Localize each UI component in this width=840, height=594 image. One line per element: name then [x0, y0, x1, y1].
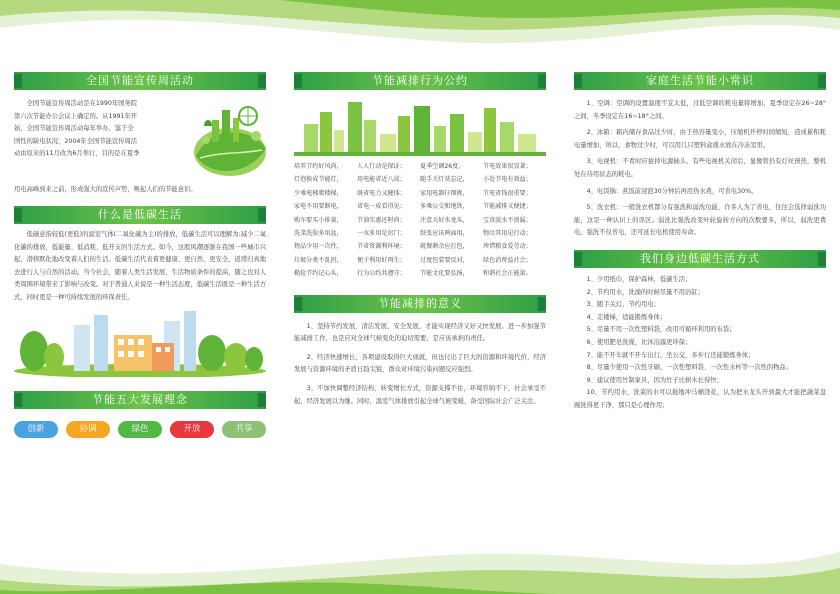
- pill-coordination: 协调: [66, 421, 110, 438]
- pact-line: 纸张应该两面用，: [420, 230, 469, 238]
- tip-air-conditioner: 1、空调：空调的设置温度不宜太低，过低空调的耗电量将增加，夏季设定在26~28°之间，冬季设定在16~18°之间。: [574, 100, 826, 120]
- pact-line: 节能文化要弘扬，: [420, 270, 469, 278]
- pact-line: 宝贵淡水不浪漏；: [483, 216, 532, 224]
- pact-line: 和谐社会正能量。: [483, 270, 532, 278]
- pact-line: 省电一成看得见；: [357, 203, 406, 211]
- pact-line: 过度包装要反对，: [420, 256, 469, 264]
- pact-col-d: [483, 160, 546, 281]
- column-left: [14, 72, 266, 438]
- list-item: 1、少用纸巾，保护森林，低碳生活；: [586, 275, 692, 283]
- pact-line: 珍惜粮食爱劳动；: [483, 243, 532, 251]
- pill-sharing: 共享: [222, 421, 266, 438]
- list-item: 10、节约用水，洗菜的水可以拖地冲马桶浇花，认为把水龙头开到最大才能把蔬菜盘碗洗得更干净，那只是心理作用；: [574, 389, 826, 409]
- top-wave-decoration: [0, 0, 840, 70]
- list-item: 8、尽量少使用一次性牙刷、一次性塑料袋、一次性水杯等一次性的物品；: [586, 364, 793, 372]
- pact-line: 用电能省近八成；: [357, 176, 406, 184]
- pact-line: 家电不用要断电，: [294, 203, 343, 211]
- section-title-low-carbon-ways: 我们身边低碳生活方式: [574, 250, 826, 268]
- list-item: 9、建议使用竹制家具，因为竹子比树木长得快；: [586, 376, 723, 384]
- pill-green: 绿色: [118, 421, 162, 438]
- green-leaf-city-illustration: [190, 96, 270, 182]
- pact-line: 培养节约好风尚，: [294, 163, 343, 170]
- low-carbon-paragraph: 低碳意指较低(更低)的温室气体(二氧化碳为主)的排放，低碳生活可以理解为:减少二氧化碳的排放，低能量、低消耗、低开支的生活方式。如今，这股风潮逐渐在我国一些城市兴起，潜移默化地改变着人们的生活。低碳生活代表着更健康、更自然、更安全，返璞归真地去进行人与自然的活动。当今社会，随着人类生活发展，生活物质条件的提高，随之也对人类周围环境带来了影响与改变。对于普通人来说是一种生活态度，低碳生活既是一种生活方式，同时更是一种可持续发展的环保责任。: [14, 231, 266, 301]
- pact-line: 绿色消费益社会；: [483, 256, 532, 264]
- tip-rice-cooker: 4、电饭锅：煮饭前浸泡30分钟后再用热水煮，可省电30%。: [586, 187, 758, 195]
- pact-line: 节电省钱很重要；: [483, 189, 532, 197]
- pact-line: 家用电器仔细挑，: [420, 189, 469, 197]
- pact-line: 就餐剩余应打包，: [420, 243, 469, 251]
- list-item: 3、随手关灯，节约用电；: [586, 301, 660, 309]
- pact-line: 物尽其用见行动；: [483, 230, 532, 238]
- energy-week-line: 国性的缺电状况，2004年全国节能宣传周活: [14, 137, 138, 145]
- bottom-wave-decoration: [0, 524, 840, 594]
- pact-line: 小处节电有效益；: [483, 176, 532, 184]
- list-item: 7、能不开车就不开车出行，坐公交，多步行还能锻炼身体；: [586, 351, 755, 359]
- column-middle: [294, 72, 546, 408]
- pact-line: 购车要买小排量，: [294, 216, 343, 224]
- section-title-five-concepts: 节能五大发展理念: [14, 391, 266, 409]
- section-title-energy-week: 全国节能宣传周活动: [14, 72, 266, 90]
- pill-openness: 开放: [170, 421, 214, 438]
- significance-point-2: 2、经济快速增长，各项建设取得巨大成就，但也付出了巨大的资源和环境代价，经济发展与资源环境的矛盾日趋尖锐，群众对环境污染问题反应强烈。: [294, 353, 546, 374]
- pact-line: 节油实惠还时尚；: [357, 216, 406, 224]
- pact-col-a: [294, 160, 357, 281]
- list-item: 6、使用肥皂洗澡，比沐浴露更环保；: [586, 338, 692, 346]
- section-title-home-tips: 家庭生活节能小常识: [574, 72, 826, 90]
- pact-line: 随手关灯莫忘记，: [420, 176, 469, 184]
- pact-line: 物品少用一次性，: [294, 243, 343, 251]
- green-city-illustration: [14, 311, 266, 377]
- pact-line: 便于利用好再生；: [357, 256, 406, 264]
- pact-table: [294, 160, 546, 281]
- section-title-conservation-pact: 节能减排行为公约: [294, 72, 546, 90]
- concept-pills: [14, 421, 266, 438]
- energy-week-line: 始，全国节能宣传周活动每年举办。鉴于全: [14, 125, 134, 133]
- pill-innovation: 创新: [14, 421, 58, 438]
- section-title-low-carbon: 什么是低碳生活: [14, 206, 266, 224]
- energy-week-line: 全国节能宣传周活动是在1990年国务院: [26, 100, 138, 107]
- energy-week-line: 用电高峰到来之前，形成强大的宣传声势，唤起人们的节能意识。: [14, 186, 197, 193]
- pact-line: 注意关好水龙头，: [420, 216, 469, 224]
- list-item: 4、走楼梯，适能锻炼身体；: [586, 313, 667, 321]
- significance-point-1: 1、坚持节约发展、清洁发展、安全发展，才能实现经济又好又快发展。进一步加强节能减排工作，也是应对全球气候变化的迫切需要，是应该承担的责任。: [294, 322, 546, 343]
- pact-line: 人人行动是保证；: [357, 163, 406, 170]
- pact-line: 多乘公交和地铁，: [420, 203, 469, 211]
- energy-week-block: [14, 96, 266, 194]
- pact-line: 节能减排又便捷；: [483, 203, 532, 211]
- low-carbon-list: [574, 274, 826, 413]
- pact-line: 行为公约共遵守；: [357, 270, 406, 278]
- pact-line: 勤俭节约记心头，: [294, 270, 343, 278]
- pact-line: 少乘电梯爬楼梯，: [294, 189, 343, 197]
- pact-line: 一水多用是窍门；: [357, 230, 406, 238]
- column-right: [574, 72, 826, 412]
- pact-line: 节省资源利环境；: [357, 243, 406, 251]
- tip-washing-machine: 5、洗衣机：一般洗衣机都分有强洗和弱洗功能，许多人为了省电，往往会选择弱洗功能，这是一种认识上的误区。弱洗比强洗改变叶轮旋转方向的次数要多，所以，弱洗更费电，强洗不仅省电，还可延长电机使用寿命。: [574, 204, 826, 237]
- pact-line: 夏季空调26度，: [420, 163, 465, 170]
- tip-tv: 3、电视机：不看时应拔掉电源插头，有些电视机关闭后，显像管仍有灯丝预热，整机处在待用状态的耗电。: [574, 158, 826, 178]
- pact-line: 既省电力又健体；: [357, 189, 406, 197]
- tip-fridge: 2、冰箱：箱内储存食品过少时，由于热容量变小，压缩机开停时间缩短，造成累积耗电量增加，所以，食物过少时，可以用几只塑料盒盛水放在冷冻室里。: [574, 129, 826, 149]
- list-item: 2、节约用水，洗澡的时候尽量不用浴缸；: [586, 288, 704, 296]
- section-title-significance: 节能减排的意义: [294, 295, 546, 313]
- pact-col-c: [420, 160, 483, 281]
- energy-week-line: 动由原来的11月改为6月举行，目的是在夏季: [14, 150, 140, 158]
- pact-line: 灯泡换成节能灯，: [294, 176, 343, 184]
- skyline-illustration: [294, 94, 546, 156]
- pact-line: 垃圾分类不乱扔，: [294, 256, 343, 264]
- pact-line: 洗菜洗脸多用盆，: [294, 230, 343, 238]
- significance-point-3: 3、不加快调整经济结构、转变增长方式，资源支撑不住，环境容纳不下，社会承受不起，经济发展以为继。同时，温室气体排放引起全球气候变暖，备受国际社会广泛关注。: [294, 385, 546, 405]
- energy-week-line: 第六次节能办公会议上确定的。从1991年开: [14, 112, 138, 120]
- pact-col-b: [357, 160, 420, 281]
- pact-line: 节电效果很显著；: [483, 163, 532, 170]
- energy-week-text: [14, 96, 176, 161]
- list-item: 5、尽量不用一次性塑料袋，改用可循环利用的布袋；: [586, 326, 736, 334]
